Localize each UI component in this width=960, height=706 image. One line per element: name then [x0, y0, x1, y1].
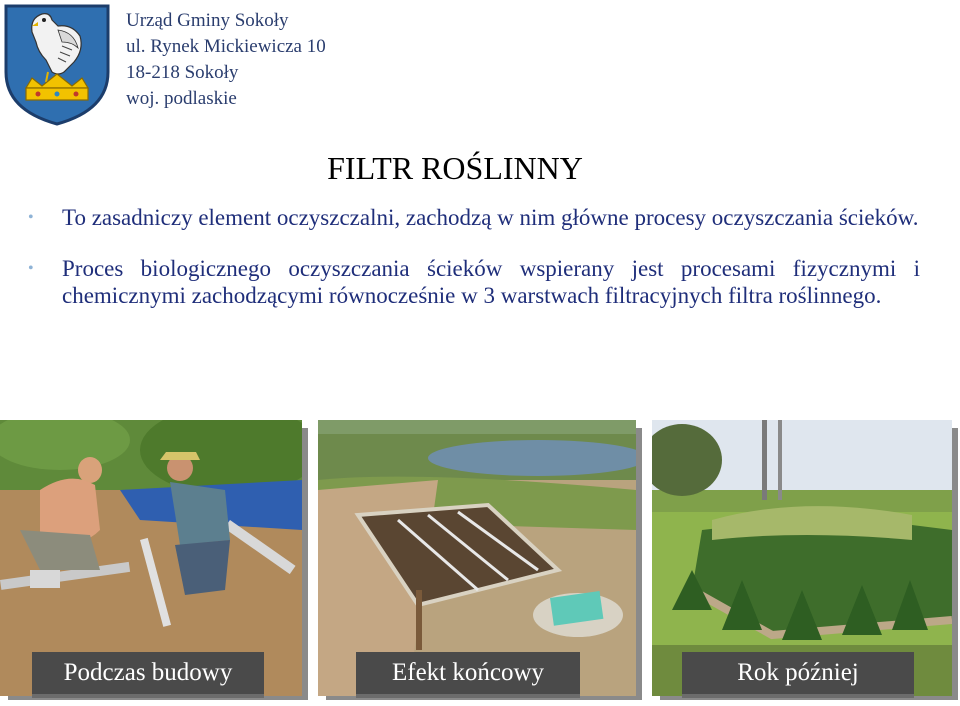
bullet-dot-icon: •: [28, 209, 34, 226]
postal-address: 18-218 Sokoły: [126, 62, 239, 83]
bullet-list: [28, 204, 920, 309]
caption-year-later: Rok później: [682, 652, 914, 698]
caption-final-effect: Efekt końcowy: [356, 652, 580, 698]
bullet-item: [28, 255, 920, 309]
region: woj. podlaskie: [126, 88, 237, 109]
falcon-crest-icon: [2, 2, 112, 126]
page-title: FILTR ROŚLINNY: [327, 150, 583, 186]
street-address: ul. Rynek Mickiewicza 10: [126, 36, 326, 57]
caption-construction: Podczas budowy: [32, 652, 264, 698]
office-name: Urząd Gminy Sokoły: [126, 10, 289, 31]
bullet-text: Proces biologicznego oczyszczania ścieków wspierany jest procesami fizycznymi i chemicznymi zachodzącymi równocześnie w 3 warstwach filtracyjnych filtra roślinnego.: [62, 256, 920, 308]
address-block: [126, 8, 326, 112]
bullet-dot-icon: •: [28, 260, 34, 277]
bullet-text: To zasadniczy element oczyszczalni, zachodzą w nim główne procesy oczyszczania ścieków.: [62, 205, 919, 230]
bullet-item: [28, 204, 920, 231]
